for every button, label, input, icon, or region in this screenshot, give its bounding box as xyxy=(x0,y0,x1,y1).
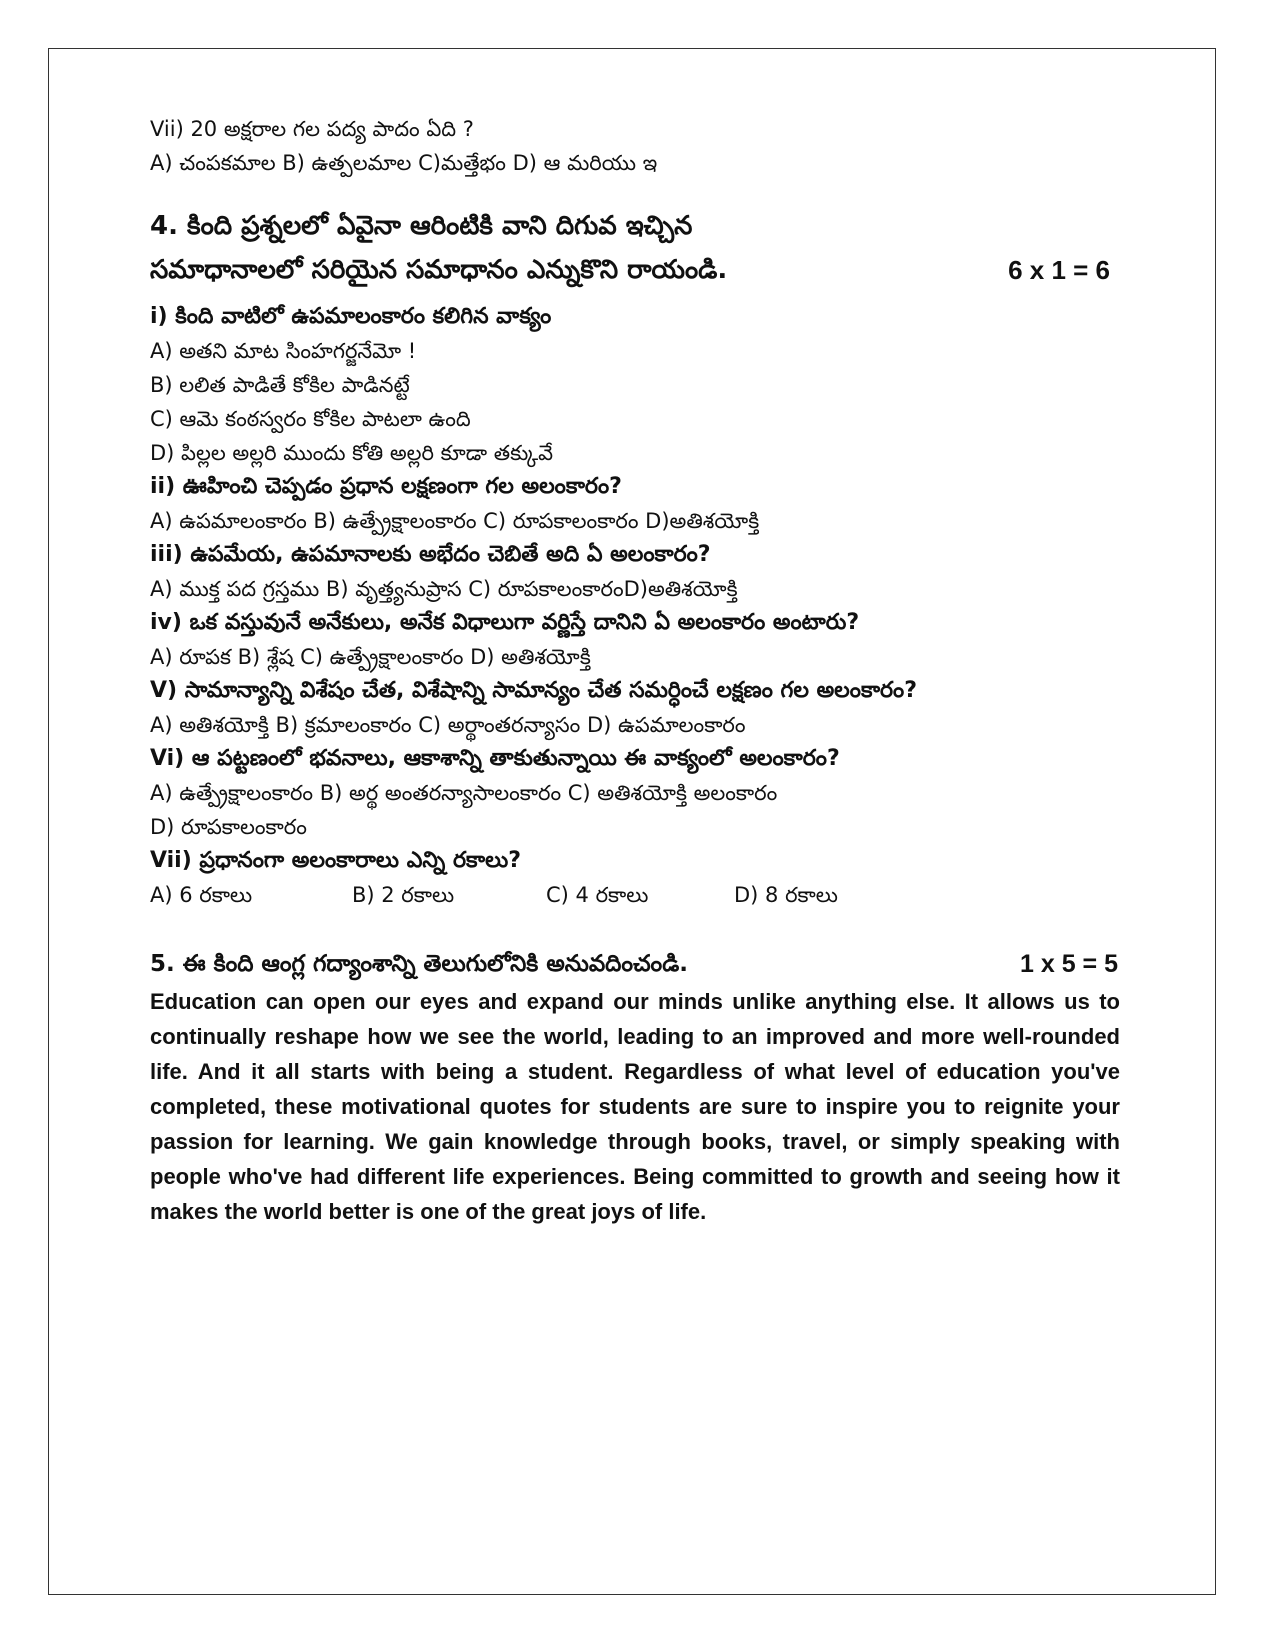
question-iv-options: A) రూపక B) శ్లేష C) ఉత్ప్రేక్షాలంకారం D) అతిశయోక్తి xyxy=(150,645,591,669)
question-vii: Vii) ప్రధానంగా అలంకారాలు ఎన్ని రకాలు? xyxy=(150,848,522,873)
question-vii-options xyxy=(150,878,1120,912)
question-vii-option-b: B) 2 రకాలు xyxy=(352,883,455,907)
question-vii-option-a: A) 6 రకాలు xyxy=(150,883,253,907)
section-5-marks: 1 x 5 = 5 xyxy=(1020,950,1118,978)
question-i-option-b: B) లలిత పాడితే కోకిల పాడినట్టే xyxy=(150,373,410,397)
question-ii: ii) ఊహించి చెప్పడం ప్రధాన లక్షణంగా గల అలంకారం? xyxy=(150,474,622,499)
question-i-option-c: C) ఆమె కంఠస్వరం కోకిల పాటలా ఉంది xyxy=(150,407,471,431)
question-vi-options-abc: A) ఉత్ప్రేక్షాలంకారం B) అర్థ అంతరన్యాసాలంకారం C) అతిశయోక్తి అలంకారం xyxy=(150,781,778,805)
document-content xyxy=(150,112,1120,1229)
section-5-heading-text: 5. ఈ కింది ఆంగ్ల గద్యాంశాన్ని తెలుగులోనికి అనువదించండి. xyxy=(150,951,688,977)
question-i-option-a: A) అతని మాట సింహగర్జనేమో ! xyxy=(150,339,417,363)
question-v: V) సామాన్యాన్ని విశేషం చేత, విశేషాన్ని సామాన్యం చేత సమర్ధించే లక్షణం గల అలంకారం? xyxy=(150,678,917,703)
q3-vii-question: Vii) 20 అక్షరాల గల పద్య పాదం ఏది ? xyxy=(150,117,474,141)
question-iii-options: A) ముక్త పద గ్రస్తము B) వృత్త్యనుప్రాస C) రూపకాలంకారంD)అతిశయోక్తి xyxy=(150,577,738,601)
q3-vii-options: A) చంపకమాల B) ఉత్పలమాల C)మత్తేభం D) ఆ మరియు ఇ xyxy=(150,151,658,175)
section-4-heading xyxy=(150,204,1120,292)
question-v-options: A) అతిశయోక్తి B) క్రమాలంకారం C) అర్థాంతరన్యాసం D) ఉపమాలంకారం xyxy=(150,713,746,737)
question-vi-option-d: D) రూపకాలంకారం xyxy=(150,815,307,839)
question-i-option-d: D) పిల్లల అల్లరి ముందు కోతి అల్లరి కూడా తక్కువే xyxy=(150,441,554,465)
question-i: i) కింది వాటిలో ఉపమాలంకారం కలిగిన వాక్యం xyxy=(150,304,552,329)
question-vii-option-d: D) 8 రకాలు xyxy=(734,883,838,907)
section-4-heading-line1: 4. కింది ప్రశ్నలలో ఏవైనా ఆరింటికి వాని దిగువ ఇచ్చిన xyxy=(150,211,693,241)
section-5-heading xyxy=(150,946,1120,982)
question-iii: iii) ఉపమేయ, ఉపమానాలకు అభేదం చెబితే అది ఏ అలంకారం? xyxy=(150,542,711,567)
translation-passage: Education can open our eyes and expand our minds unlike anything else. It allows us to continually reshape how we see the world, leading to an improved and more well-rounded life. And it all starts with being a student. Regardless of what level of education you've completed, these motivational quotes for students are sure to inspire you to reignite your passion for learning. We gain knowledge through books, travel, or simply speaking with people who've had different life experiences. Being committed to growth and seeing how it makes the world better is one of the great joys of life. xyxy=(150,989,1120,1224)
question-ii-options: A) ఉపమాలంకారం B) ఉత్ప్రేక్షాలంకారం C) రూపకాలంకారం D)అతిశయోక్తి xyxy=(150,509,760,533)
section-4-heading-line2: సమాధానాలలో సరియైన సమాధానం ఎన్నుకొని రాయండి. xyxy=(150,255,728,285)
question-vi: Vi) ఆ పట్టణంలో భవనాలు, ఆకాశాన్ని తాకుతున్నాయి ఈ వాక్యంలో అలంకారం? xyxy=(150,746,840,771)
section-4-marks: 6 x 1 = 6 xyxy=(1008,255,1110,285)
question-iv: iv) ఒక వస్తువునే అనేకులు, అనేక విధాలుగా వర్ణిస్తే దానిని ఏ అలంకారం అంటారు? xyxy=(150,610,860,635)
question-vii-option-c: C) 4 రకాలు xyxy=(546,883,649,907)
